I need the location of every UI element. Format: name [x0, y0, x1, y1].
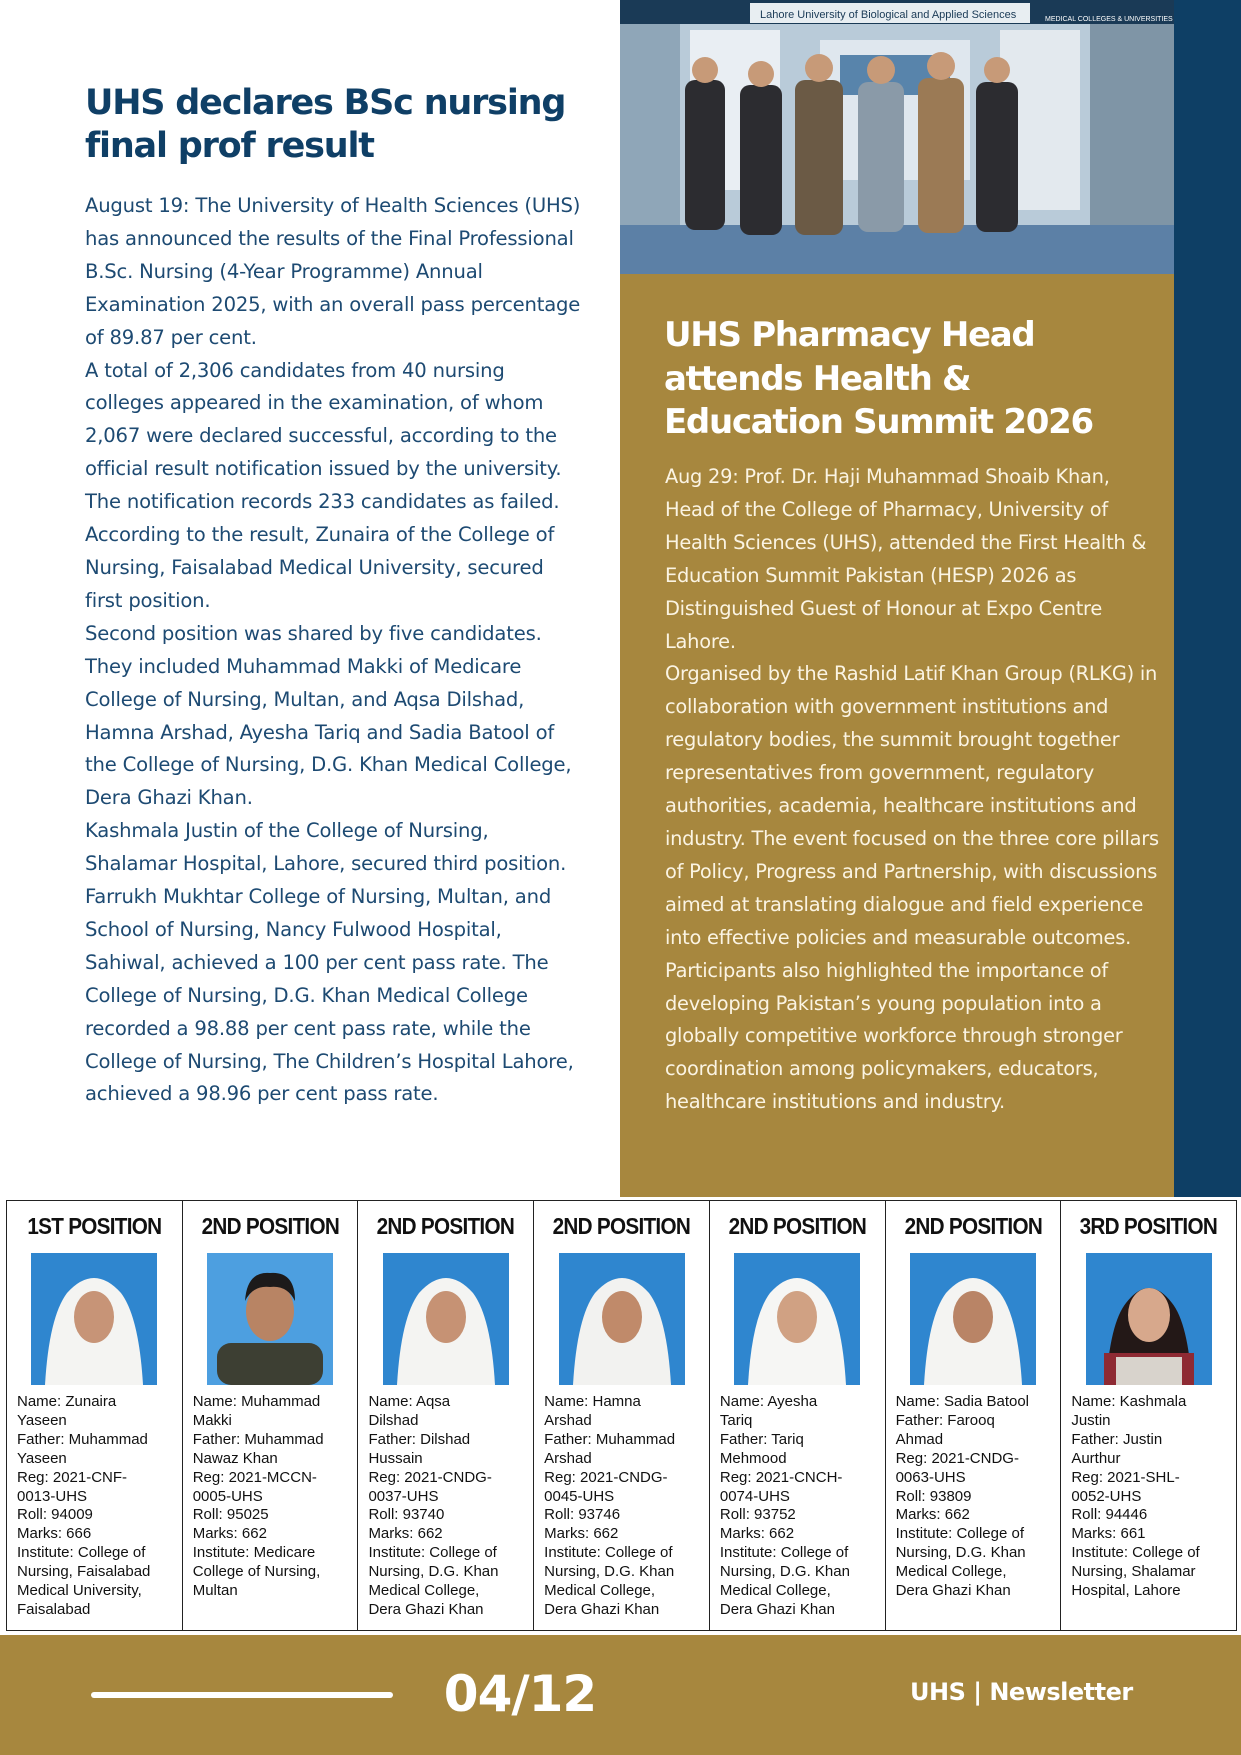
- candidate-photo: [207, 1253, 333, 1385]
- candidate-detail-line: Father: Tariq: [719, 1430, 804, 1448]
- position-heading: 1ST POSITION: [27, 1213, 162, 1239]
- candidate-detail-line: Institute: Medicare: [192, 1544, 316, 1562]
- candidate-detail-line: Name: Kashmala: [1071, 1393, 1187, 1410]
- candidate-detail-line: Nursing, D.G. Khan: [544, 1563, 675, 1581]
- navy-side-strip: [1174, 0, 1241, 1197]
- candidate-detail-line: Father: Muhammad: [17, 1430, 148, 1448]
- candidate-detail-line: Dera Ghazi Khan: [544, 1600, 660, 1618]
- candidate-detail-line: Arshad: [544, 1411, 592, 1429]
- candidate-detail-line: Medical College,: [895, 1563, 1007, 1581]
- candidate-detail-line: Dera Ghazi Khan: [368, 1600, 484, 1618]
- candidate-detail-line: Reg: 2021-CNF-: [17, 1468, 128, 1486]
- candidate-detail-line: Reg: 2021-CNDG-: [368, 1468, 492, 1486]
- candidate-details: [720, 1393, 885, 1620]
- left-article-title: UHS declares BSc nursing final prof result: [85, 83, 566, 166]
- candidate-detail-line: Roll: 93740: [368, 1506, 445, 1524]
- left-paragraph: Kashmala Justin of the College of Nursing, Shalamar Hospital, Lahore, secured third position.: [85, 819, 567, 876]
- candidate-detail-line: Reg: 2021-CNDG-: [544, 1468, 668, 1486]
- candidate-photo: [31, 1253, 157, 1385]
- candidate-detail-line: 0052-UHS: [1071, 1487, 1142, 1505]
- candidate-detail-line: Nursing, D.G. Khan: [368, 1563, 499, 1581]
- candidate-detail-line: Yaseen: [17, 1411, 67, 1429]
- candidate-detail-line: Ahmad: [895, 1430, 944, 1448]
- footer-divider-line: [91, 1692, 393, 1698]
- candidate-detail-line: Marks: 662: [368, 1525, 443, 1543]
- candidate-detail-line: Marks: 662: [544, 1525, 619, 1543]
- candidate-detail-line: Faisalabad: [17, 1600, 91, 1618]
- candidate-detail-line: 0037-UHS: [368, 1487, 439, 1505]
- candidate-detail-line: Name: Muhammad: [192, 1393, 321, 1410]
- candidate-detail-line: Father: Justin: [1071, 1430, 1163, 1448]
- position-card: [710, 1201, 886, 1630]
- position-card: [358, 1201, 534, 1630]
- position-cards: [6, 1200, 1237, 1631]
- candidate-detail-line: Name: Sadia Batool: [895, 1393, 1030, 1410]
- candidate-detail-line: Dera Ghazi Khan: [719, 1600, 835, 1618]
- right-paragraph: Aug 29: Prof. Dr. Haji Muhammad Shoaib Khan, Head of the College of Pharmacy, University of Health Sciences (UHS), attended the First Health & Education Summit Pakistan (HESP) 2026 as Distinguished Guest of Honour at Expo Centre Lahore.: [665, 465, 1147, 653]
- candidate-detail-line: Roll: 94446: [1071, 1506, 1148, 1524]
- candidate-detail-line: Medical College,: [368, 1582, 480, 1600]
- position-heading: 2ND POSITION: [552, 1213, 691, 1239]
- position-heading: 2ND POSITION: [377, 1213, 515, 1239]
- left-paragraph: Second position was shared by five candidates. They included Muhammad Makki of Medicare College of Nursing, Multan, and Aqsa Dilshad, Hamna Arshad, Ayesha Tariq and Sadia Batool of the College of Nursing, D.G. Khan Medical College, Dera Ghazi Khan.: [85, 621, 572, 810]
- newsletter-brand: UHS | Newsletter: [910, 1678, 1133, 1706]
- candidate-detail-line: Dilshad: [368, 1411, 419, 1429]
- left-paragraph: Farrukh Mukhtar College of Nursing, Multan, and School of Nursing, Nancy Fulwood Hospital, Sahiwal, achieved a 100 per cent pass rate. The College of Nursing, D.G. Khan Medical College recorded a 98.88 per cent pass rate, while the College of Nursing, The Children’s Hospital Lahore, achieved a 98.96 per cent pass rate.: [85, 885, 574, 1106]
- candidate-detail-line: Roll: 93746: [544, 1506, 621, 1524]
- candidate-photo: [910, 1253, 1036, 1385]
- candidate-detail-line: Institute: College of: [544, 1544, 673, 1562]
- candidate-photo: [1086, 1253, 1212, 1385]
- candidate-detail-line: Nursing, Faisalabad: [17, 1563, 151, 1581]
- candidate-detail-line: Marks: 662: [192, 1525, 267, 1543]
- candidate-detail-line: Tariq: [719, 1411, 753, 1429]
- event-photo: [620, 0, 1174, 274]
- candidate-detail-line: Roll: 93809: [895, 1487, 972, 1505]
- footer: [0, 1635, 1241, 1755]
- candidate-detail-line: Marks: 662: [895, 1506, 970, 1524]
- candidate-details: [544, 1393, 709, 1620]
- candidate-detail-line: Institute: College of: [17, 1544, 146, 1562]
- event-photo-illustration: [620, 0, 1174, 274]
- left-paragraph: A total of 2,306 candidates from 40 nursing colleges appeared in the examination, of whom 2,067 were declared successful, according to the official result notification issued by the university. The notification records 233 candidates as failed.: [85, 358, 562, 514]
- position-card: [886, 1201, 1062, 1630]
- candidate-detail-line: Roll: 94009: [17, 1506, 93, 1524]
- candidate-detail-line: 0045-UHS: [544, 1487, 615, 1505]
- candidate-detail-line: Father: Farooq: [895, 1411, 995, 1429]
- position-heading: 2ND POSITION: [728, 1213, 866, 1239]
- position-heading: 2ND POSITION: [201, 1213, 339, 1239]
- candidate-detail-line: Institute: College of: [368, 1544, 497, 1562]
- photo-banner-right-text: MEDICAL COLLEGES & UNIVERSITIES: [1045, 16, 1173, 23]
- candidate-detail-line: 0013-UHS: [17, 1487, 88, 1505]
- left-paragraph: August 19: The University of Health Sciences (UHS) has announced the results of the Final Professional B.Sc. Nursing (4-Year Programme) Annual Examination 2025, with an overall pass percentage of 89.87 per cent.: [85, 194, 581, 349]
- candidate-detail-line: Medical University,: [17, 1582, 142, 1600]
- candidate-detail-line: 0063-UHS: [895, 1468, 966, 1486]
- candidate-detail-line: Medical College,: [544, 1582, 656, 1600]
- candidate-detail-line: Marks: 666: [17, 1525, 92, 1543]
- position-card: [1061, 1201, 1236, 1630]
- candidate-detail-line: Father: Muhammad: [544, 1430, 676, 1448]
- right-article-title: UHS Pharmacy Head attends Health & Education Summit 2026: [664, 315, 1093, 442]
- page-number: 04/12: [443, 1665, 597, 1723]
- candidate-detail-line: Institute: College of: [895, 1525, 1025, 1543]
- candidate-detail-line: Institute: College of: [1071, 1544, 1200, 1562]
- candidate-detail-line: Nursing, D.G. Khan: [719, 1563, 850, 1581]
- position-card: [7, 1201, 183, 1630]
- candidate-detail-line: Reg: 2021-SHL-: [1071, 1468, 1180, 1486]
- candidate-details: [368, 1393, 533, 1620]
- candidate-detail-line: Justin: [1071, 1411, 1111, 1429]
- candidate-detail-line: College of Nursing,: [192, 1563, 321, 1581]
- candidate-details: [17, 1393, 182, 1620]
- candidate-detail-line: Reg: 2021-CNDG-: [895, 1449, 1019, 1467]
- candidate-detail-line: Mehmood: [719, 1449, 787, 1467]
- candidate-detail-line: Institute: College of: [719, 1544, 849, 1562]
- photo-banner-text: Lahore University of Biological and Applied Sciences: [760, 9, 1017, 21]
- candidate-photo: [734, 1253, 860, 1385]
- candidate-detail-line: Nursing, Shalamar: [1071, 1563, 1196, 1581]
- candidate-detail-line: Father: Muhammad: [192, 1430, 324, 1448]
- right-paragraph: Organised by the Rashid Latif Khan Group (RLKG) in collaboration with government institutions and regulatory bodies, the summit brought together representatives from government, regulatory authorities, academia, healthcare institutions and industry. The event focused on the three core pillars of Policy, Progress and Partnership, with discussions aimed at translating dialogue and field experience into effective policies and measurable outcomes. Participants also highlighted the importance of developing Pakistan’s young population into a globally competitive workforce through stronger coordination among policymakers, educators, healthcare institutions and industry.: [665, 662, 1159, 1114]
- candidate-detail-line: Nursing, D.G. Khan: [895, 1544, 1026, 1562]
- candidate-detail-line: Name: Ayesha: [719, 1393, 818, 1410]
- left-paragraph: According to the result, Zunaira of the College of Nursing, Faisalabad Medical University, secured first position.: [85, 523, 555, 612]
- candidate-detail-line: Marks: 661: [1071, 1525, 1146, 1543]
- candidate-detail-line: Roll: 93752: [719, 1506, 796, 1524]
- candidate-detail-line: Nawaz Khan: [192, 1449, 278, 1467]
- candidate-detail-line: Dera Ghazi Khan: [895, 1582, 1011, 1600]
- candidate-detail-line: Makki: [192, 1411, 232, 1429]
- candidate-detail-line: 0005-UHS: [192, 1487, 263, 1505]
- candidate-detail-line: Reg: 2021-MCCN-: [192, 1468, 317, 1486]
- position-card: [534, 1201, 710, 1630]
- position-heading: 2ND POSITION: [904, 1213, 1042, 1239]
- candidate-detail-line: 0074-UHS: [719, 1487, 790, 1505]
- candidate-detail-line: Marks: 662: [719, 1525, 795, 1543]
- candidate-detail-line: Multan: [192, 1582, 238, 1600]
- candidate-detail-line: Hussain: [368, 1449, 423, 1467]
- candidate-detail-line: Roll: 95025: [192, 1506, 269, 1524]
- candidate-details: [1071, 1393, 1236, 1601]
- candidate-detail-line: Father: Dilshad: [368, 1430, 471, 1448]
- candidate-detail-line: Aurthur: [1071, 1449, 1121, 1467]
- position-heading: 3RD POSITION: [1079, 1213, 1218, 1239]
- candidate-detail-line: Medical College,: [719, 1582, 831, 1600]
- candidate-detail-line: Reg: 2021-CNCH-: [719, 1468, 843, 1486]
- candidate-details: [193, 1393, 358, 1601]
- left-article-body: [85, 190, 585, 1111]
- candidate-detail-line: Arshad: [544, 1449, 592, 1467]
- candidate-detail-line: Hospital, Lahore: [1071, 1582, 1181, 1600]
- candidate-photo: [559, 1253, 685, 1385]
- candidate-detail-line: Name: Hamna: [544, 1393, 641, 1410]
- candidate-detail-line: Name: Aqsa: [368, 1393, 451, 1410]
- candidate-details: [896, 1393, 1061, 1601]
- position-card: [183, 1201, 359, 1630]
- candidate-detail-line: Yaseen: [17, 1449, 67, 1467]
- candidate-detail-line: Name: Zunaira: [17, 1393, 117, 1410]
- right-article-body: [665, 461, 1165, 1119]
- left-article: [85, 82, 585, 1111]
- candidate-photo: [383, 1253, 509, 1385]
